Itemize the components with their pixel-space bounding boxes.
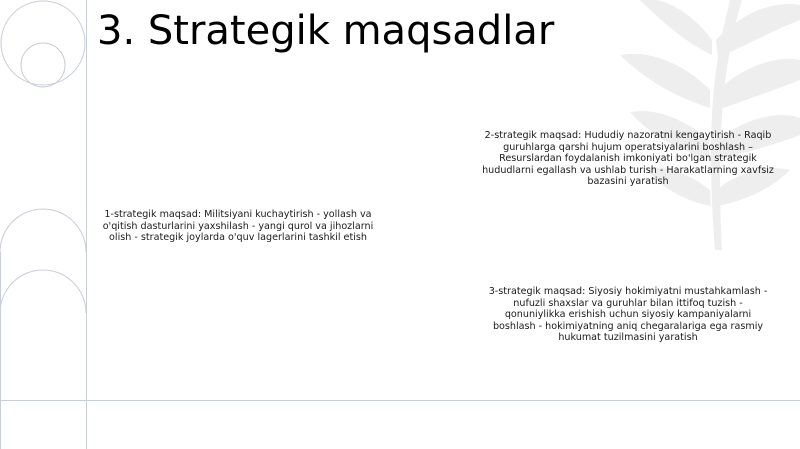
strategic-goal-3: 3-strategik maqsad: Siyosiy hokimiyatni mustahkamlash - nufuzli shaxslar va guruhlar bilan ittifoq tuzish - qonuniylikka erishish uchun siyosiy kampaniyalarni boshlash - hokimiyatning aniq chegaralariga ega rasmiy hukumat tuzilmasini yaratish	[488, 286, 768, 344]
deco-arch-lower	[0, 270, 86, 313]
strategic-goal-2: 2-strategik maqsad: Hududiy nazoratni kengaytirish - Raqib guruhlarga qarshi hujum operatsiyalarini boshlash – Resurslardan foydalanish imkoniyati bo'lgan strategik hududlarni egallash va ushlab turish - Harakatlarning xavfsiz bazasini yaratish	[482, 130, 774, 188]
strategic-goal-1: 1-strategik maqsad: Militsiyani kuchaytirish - yollash va o'qitish dasturlarini yaxshilash - yangi qurol va jihozlarni olish - strategik joylarda o'quv lagerlarini tashkil etish	[102, 209, 374, 244]
slide-title: 3. Strategik maqsadlar	[97, 8, 555, 54]
leaf-watermark-icon	[620, 0, 800, 250]
deco-circle-small	[21, 43, 65, 87]
deco-arch-upper	[0, 209, 86, 252]
